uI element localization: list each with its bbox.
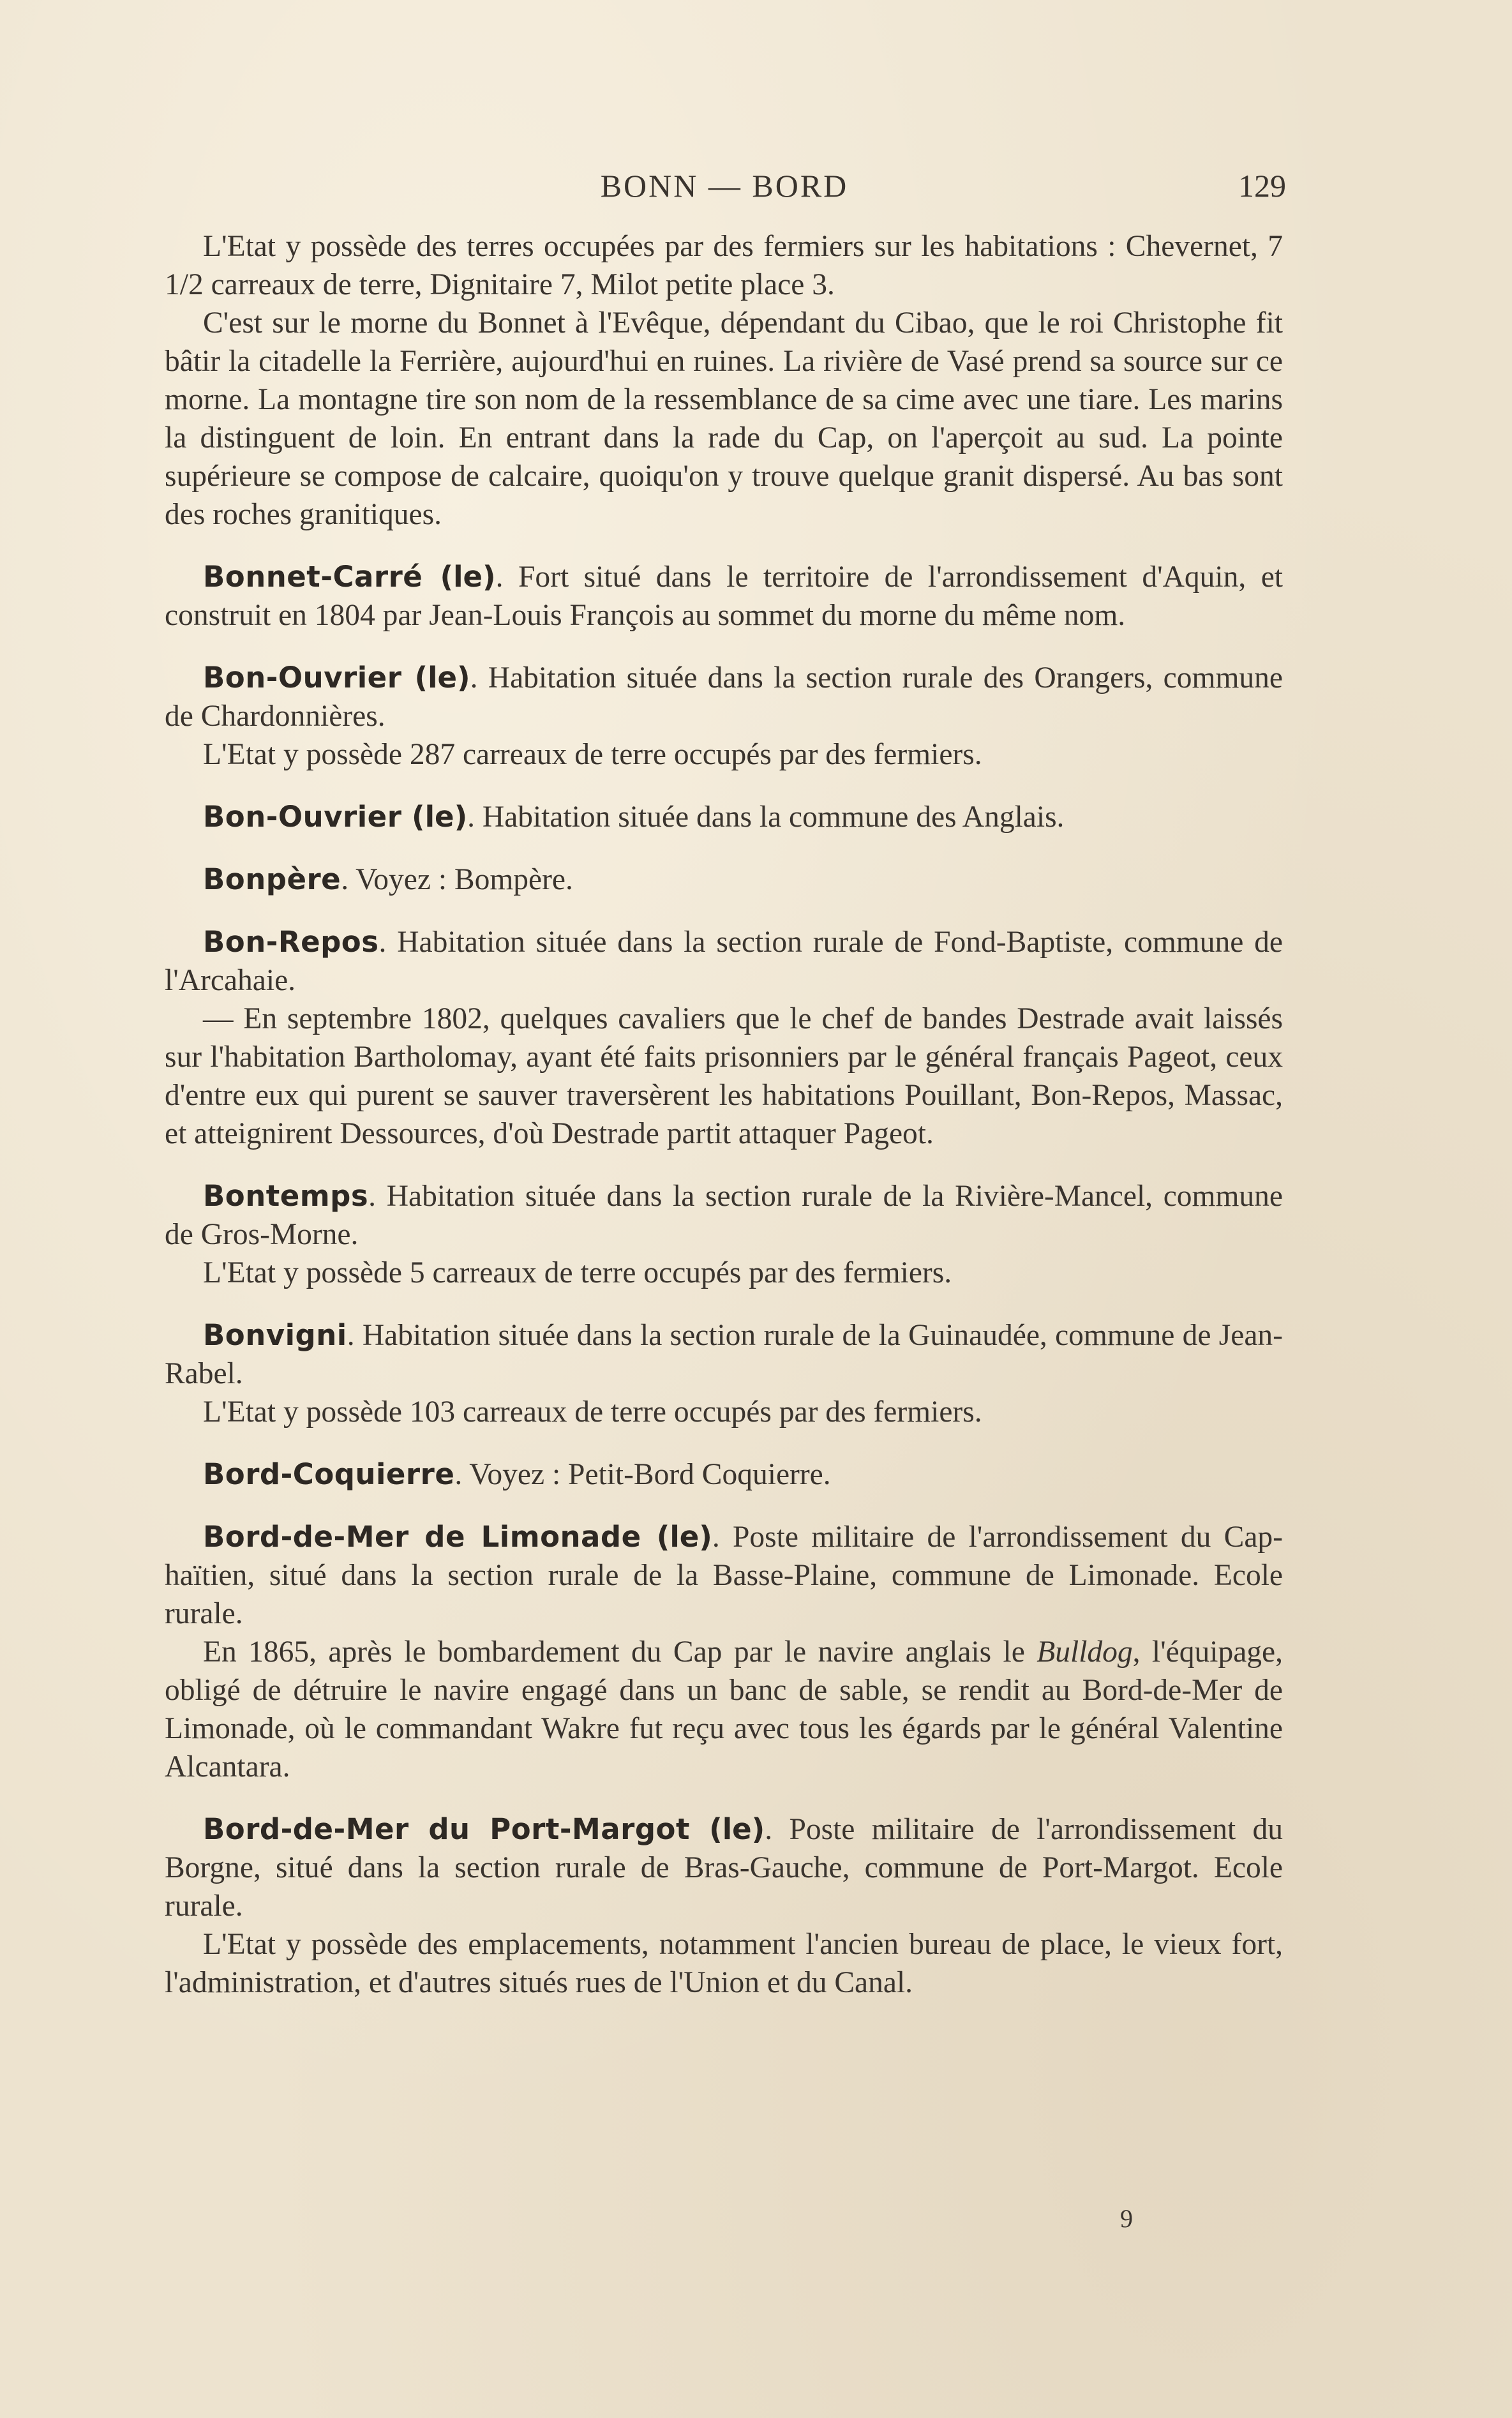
entry-headword: Bonvigni [203, 1318, 347, 1352]
signature-mark: 9 [1120, 2204, 1133, 2233]
entry-headword: Bonnet-Carré [203, 560, 423, 594]
dictionary-entry [165, 860, 1283, 899]
dictionary-entry [165, 923, 1283, 1000]
running-head: BONN — BORD [600, 168, 849, 204]
entry-article: (le) [641, 1520, 712, 1554]
dictionary-entry [165, 1455, 1283, 1494]
dictionary-entry [165, 798, 1283, 836]
entry-paragraph [165, 1633, 1283, 1786]
entry-paragraph: L'Etat y possède 103 carreaux de terre occupés par des fermiers. [203, 1395, 982, 1429]
paragraph: C'est sur le morne du Bonnet à l'Evêque, dépendant du Cibao, que le roi Christophe fit bâtir la citadelle la Ferrière, aujourd'hui en ruines. La rivière de Vasé prend sa source sur ce morne. La montagne tire son nom de la ressemblance de sa cime avec une tiare. Les marins la distinguent de loin. En entrant dans la rade du Cap, on l'aperçoit au sud. La pointe supérieure se compose de calcaire, quoiqu'on y trouve quelque granit dispersé. Au bas sont des roches granitiques. [165, 306, 1283, 531]
entry-paragraph: L'Etat y possède des emplacements, notamment l'ancien bureau de place, le vieux fort, l'administration, et d'autres situés rues de l'Union et du Canal. [165, 1928, 1283, 1999]
entry-text: . Poste militaire de l'arrondissement du Borgne, situé dans la section rurale de Bras-Gauche, commune de Port-Margot. Ecole rurale. [165, 1813, 1283, 1923]
entry-article: (le) [401, 661, 470, 695]
entry-text: . Voyez : Petit-Bord Coquierre. [454, 1458, 831, 1491]
bulldog-after: , l'équipage, obligé de détruire le navire engagé dans un banc de sable, se rendit au Bord-de-Mer de Limonade, où le commandant Wakre fut reçu avec tous les égards par le général Valentine Alcantara. [165, 1635, 1284, 1783]
entry-headword: Bontemps [203, 1179, 369, 1213]
entry-headword: Bord-de-Mer de Limonade [203, 1520, 641, 1554]
dictionary-entry [165, 1518, 1283, 1633]
entry-text: . Fort situé dans le territoire de l'arrondissement d'Aquin, et construit en 1804 par Jean-Louis François au sommet du morne du même nom. [165, 560, 1283, 632]
entry-text: . Voyez : Bompère. [341, 863, 573, 896]
entry-headword: Bon-Repos [203, 925, 379, 959]
entry-article: (le) [690, 1812, 765, 1846]
body-text [165, 227, 1283, 2002]
entry-text: . Poste militaire de l'arrondissement du Cap-haïtien, situé dans la section rurale de la Basse-Plaine, commune de Limonade. Ecole rurale. [165, 1521, 1283, 1630]
entry-paragraph: — En septembre 1802, quelques cavaliers que le chef de bandes Destrade avait laissés sur l'habitation Bartholomay, ayant été faits prisonniers par le général français Pageot, ceux d'entre eux qui purent se sauver traversèrent les habitations Pouillant, Bon-Repos, Massac, et atteignirent Dessources, d'où Destrade partit attaquer Pageot. [165, 1002, 1283, 1150]
entry-text: . Habitation située dans la section rurale de la Guinaudée, commune de Jean-Rabel. [165, 1319, 1283, 1390]
entry-headword: Bon-Ouvrier [203, 800, 402, 834]
entry-text: . Habitation située dans la commune des Anglais. [467, 800, 1065, 834]
paragraph: L'Etat y possède des terres occupées par des fermiers sur les habitations : Chevernet, 7 1/2 carreaux de terre, Dignitaire 7, Milot petite place 3. [165, 230, 1283, 301]
entry-article: (le) [423, 560, 496, 594]
entry-paragraph: L'Etat y possède 287 carreaux de terre occupés par des fermiers. [203, 738, 982, 771]
entry-paragraph: L'Etat y possède 5 carreaux de terre occupés par des fermiers. [203, 1256, 952, 1289]
dictionary-entry [165, 1316, 1283, 1393]
entry-text: . Habitation située dans la section rurale de Fond-Baptiste, commune de l'Arcahaie. [165, 926, 1283, 997]
dictionary-entry [165, 659, 1283, 735]
page-header [163, 167, 1286, 212]
entry-text: . Habitation située dans la section rurale de la Rivière-Mancel, commune de Gros-Morne. [165, 1180, 1283, 1251]
entry-article: (le) [401, 800, 468, 834]
ship-name: Bulldog [1037, 1635, 1133, 1669]
page-number: 129 [1238, 168, 1286, 204]
entry-headword: Bord-Coquierre [203, 1457, 455, 1491]
entry-headword: Bord-de-Mer du Port-Margot [203, 1812, 690, 1846]
entry-text: . Habitation située dans la section rurale des Orangers, commune de Chardonnières. [165, 661, 1283, 733]
entry-headword: Bon-Ouvrier [203, 661, 402, 695]
dictionary-entry [165, 1810, 1283, 1925]
dictionary-entry [165, 558, 1283, 635]
bulldog-before: En 1865, après le bombardement du Cap par le navire anglais le [203, 1635, 1037, 1669]
entry-headword: Bonpère [203, 862, 341, 896]
dictionary-entry [165, 1177, 1283, 1254]
